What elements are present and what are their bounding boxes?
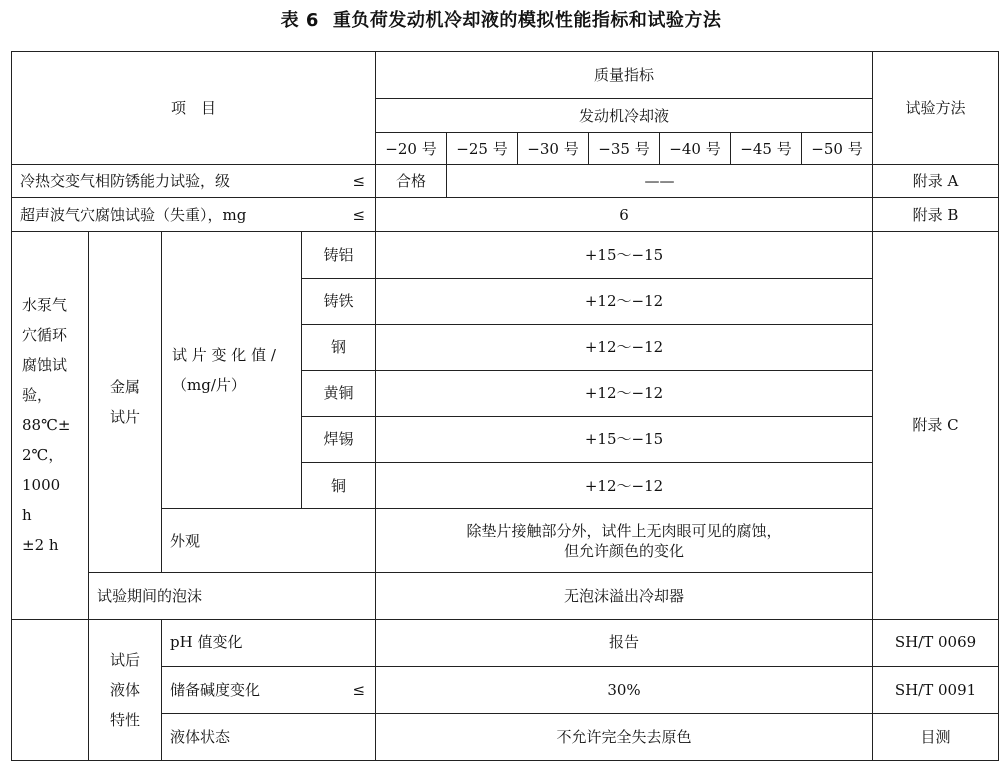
- alkalinity-label-cell: [162, 666, 376, 713]
- metal-value: +12～−12: [376, 370, 873, 416]
- thermal-method: 附录 A: [873, 165, 999, 198]
- appearance-value: 除垫片接触部分外，试件上无肉眼可见的腐蚀， 但允许颜色的变化: [376, 509, 873, 573]
- pump-test-label: 水泵气 穴循环 腐蚀试 验， 88℃± 2℃， 1000 h ±2 h: [12, 232, 89, 619]
- ultrasonic-label-cell: [12, 198, 376, 232]
- metal-name: 铸铝: [302, 232, 376, 278]
- metal-value: +15～−15: [376, 416, 873, 462]
- metal-name: 黄铜: [302, 370, 376, 416]
- ph-row: [12, 619, 999, 666]
- ultrasonic-row: [12, 198, 999, 232]
- grade-header: −40 号: [660, 133, 731, 165]
- table-caption: [0, 6, 1002, 32]
- grade-header: −50 号: [802, 133, 873, 165]
- table-title: 重负荷发动机冷却液的模拟性能指标和试验方法: [332, 10, 722, 31]
- metal-value: +12～−12: [376, 324, 873, 370]
- leq-symbol: ≤: [352, 205, 366, 224]
- ph-label: pH 值变化: [162, 619, 376, 666]
- appearance-label: 外观: [162, 509, 376, 573]
- test-method-header: 试验方法: [873, 52, 999, 165]
- leq-symbol: ≤: [352, 680, 366, 699]
- foam-row: [12, 573, 999, 619]
- spec-table: [11, 51, 999, 761]
- metal-value: +12～−12: [376, 463, 873, 509]
- ultrasonic-value: 6: [376, 198, 873, 232]
- pump-test-method: 附录 C: [873, 232, 999, 619]
- item-header: 项 目: [12, 52, 376, 165]
- grade-header: −20 号: [376, 133, 447, 165]
- alkalinity-value: 30%: [376, 666, 873, 713]
- ph-value: 报告: [376, 619, 873, 666]
- empty-cell: [12, 619, 89, 760]
- metal-name: 焊锡: [302, 416, 376, 462]
- metal-value: +12～−12: [376, 278, 873, 324]
- coolant-header: 发动机冷却液: [376, 99, 873, 133]
- thermal-grade20-value: 合格: [376, 165, 447, 198]
- quality-index-header: 质量指标: [376, 52, 873, 99]
- fluid-state-value: 不允许完全失去原色: [376, 713, 873, 760]
- alkalinity-method: SH/T 0091: [873, 666, 999, 713]
- metal-row: [12, 232, 999, 278]
- alkalinity-label: 储备碱度变化: [170, 680, 261, 699]
- foam-value: 无泡沫溢出冷却器: [376, 573, 873, 619]
- grade-header: −45 号: [731, 133, 802, 165]
- metal-value: +15～−15: [376, 232, 873, 278]
- table-number: 表 6: [280, 10, 319, 31]
- fluid-state-method: 目测: [873, 713, 999, 760]
- metal-name: 铜: [302, 463, 376, 509]
- leq-symbol: ≤: [352, 172, 366, 191]
- fluid-state-label: 液体状态: [162, 713, 376, 760]
- grade-header: −35 号: [589, 133, 660, 165]
- foam-label: 试验期间的泡沫: [89, 573, 376, 619]
- metal-name: 钢: [302, 324, 376, 370]
- metal-specimen-label: 金属 试片: [89, 232, 162, 573]
- after-test-fluid-label: 试后 液体 特性: [89, 619, 162, 760]
- thermal-other-value: ——: [447, 165, 873, 198]
- grade-header: −30 号: [518, 133, 589, 165]
- thermal-row: [12, 165, 999, 198]
- metal-name: 铸铁: [302, 278, 376, 324]
- specimen-change-label: 试 片 变 化 值 / （mg/片）: [162, 232, 302, 509]
- grade-header: −25 号: [447, 133, 518, 165]
- ph-method: SH/T 0069: [873, 619, 999, 666]
- ultrasonic-method: 附录 B: [873, 198, 999, 232]
- thermal-label-cell: [12, 165, 376, 198]
- thermal-label: 冷热交变气相防锈能力试验，级: [20, 172, 231, 191]
- ultrasonic-label: 超声波气穴腐蚀试验（失重），mg: [20, 205, 247, 224]
- header-row-1: [12, 52, 999, 99]
